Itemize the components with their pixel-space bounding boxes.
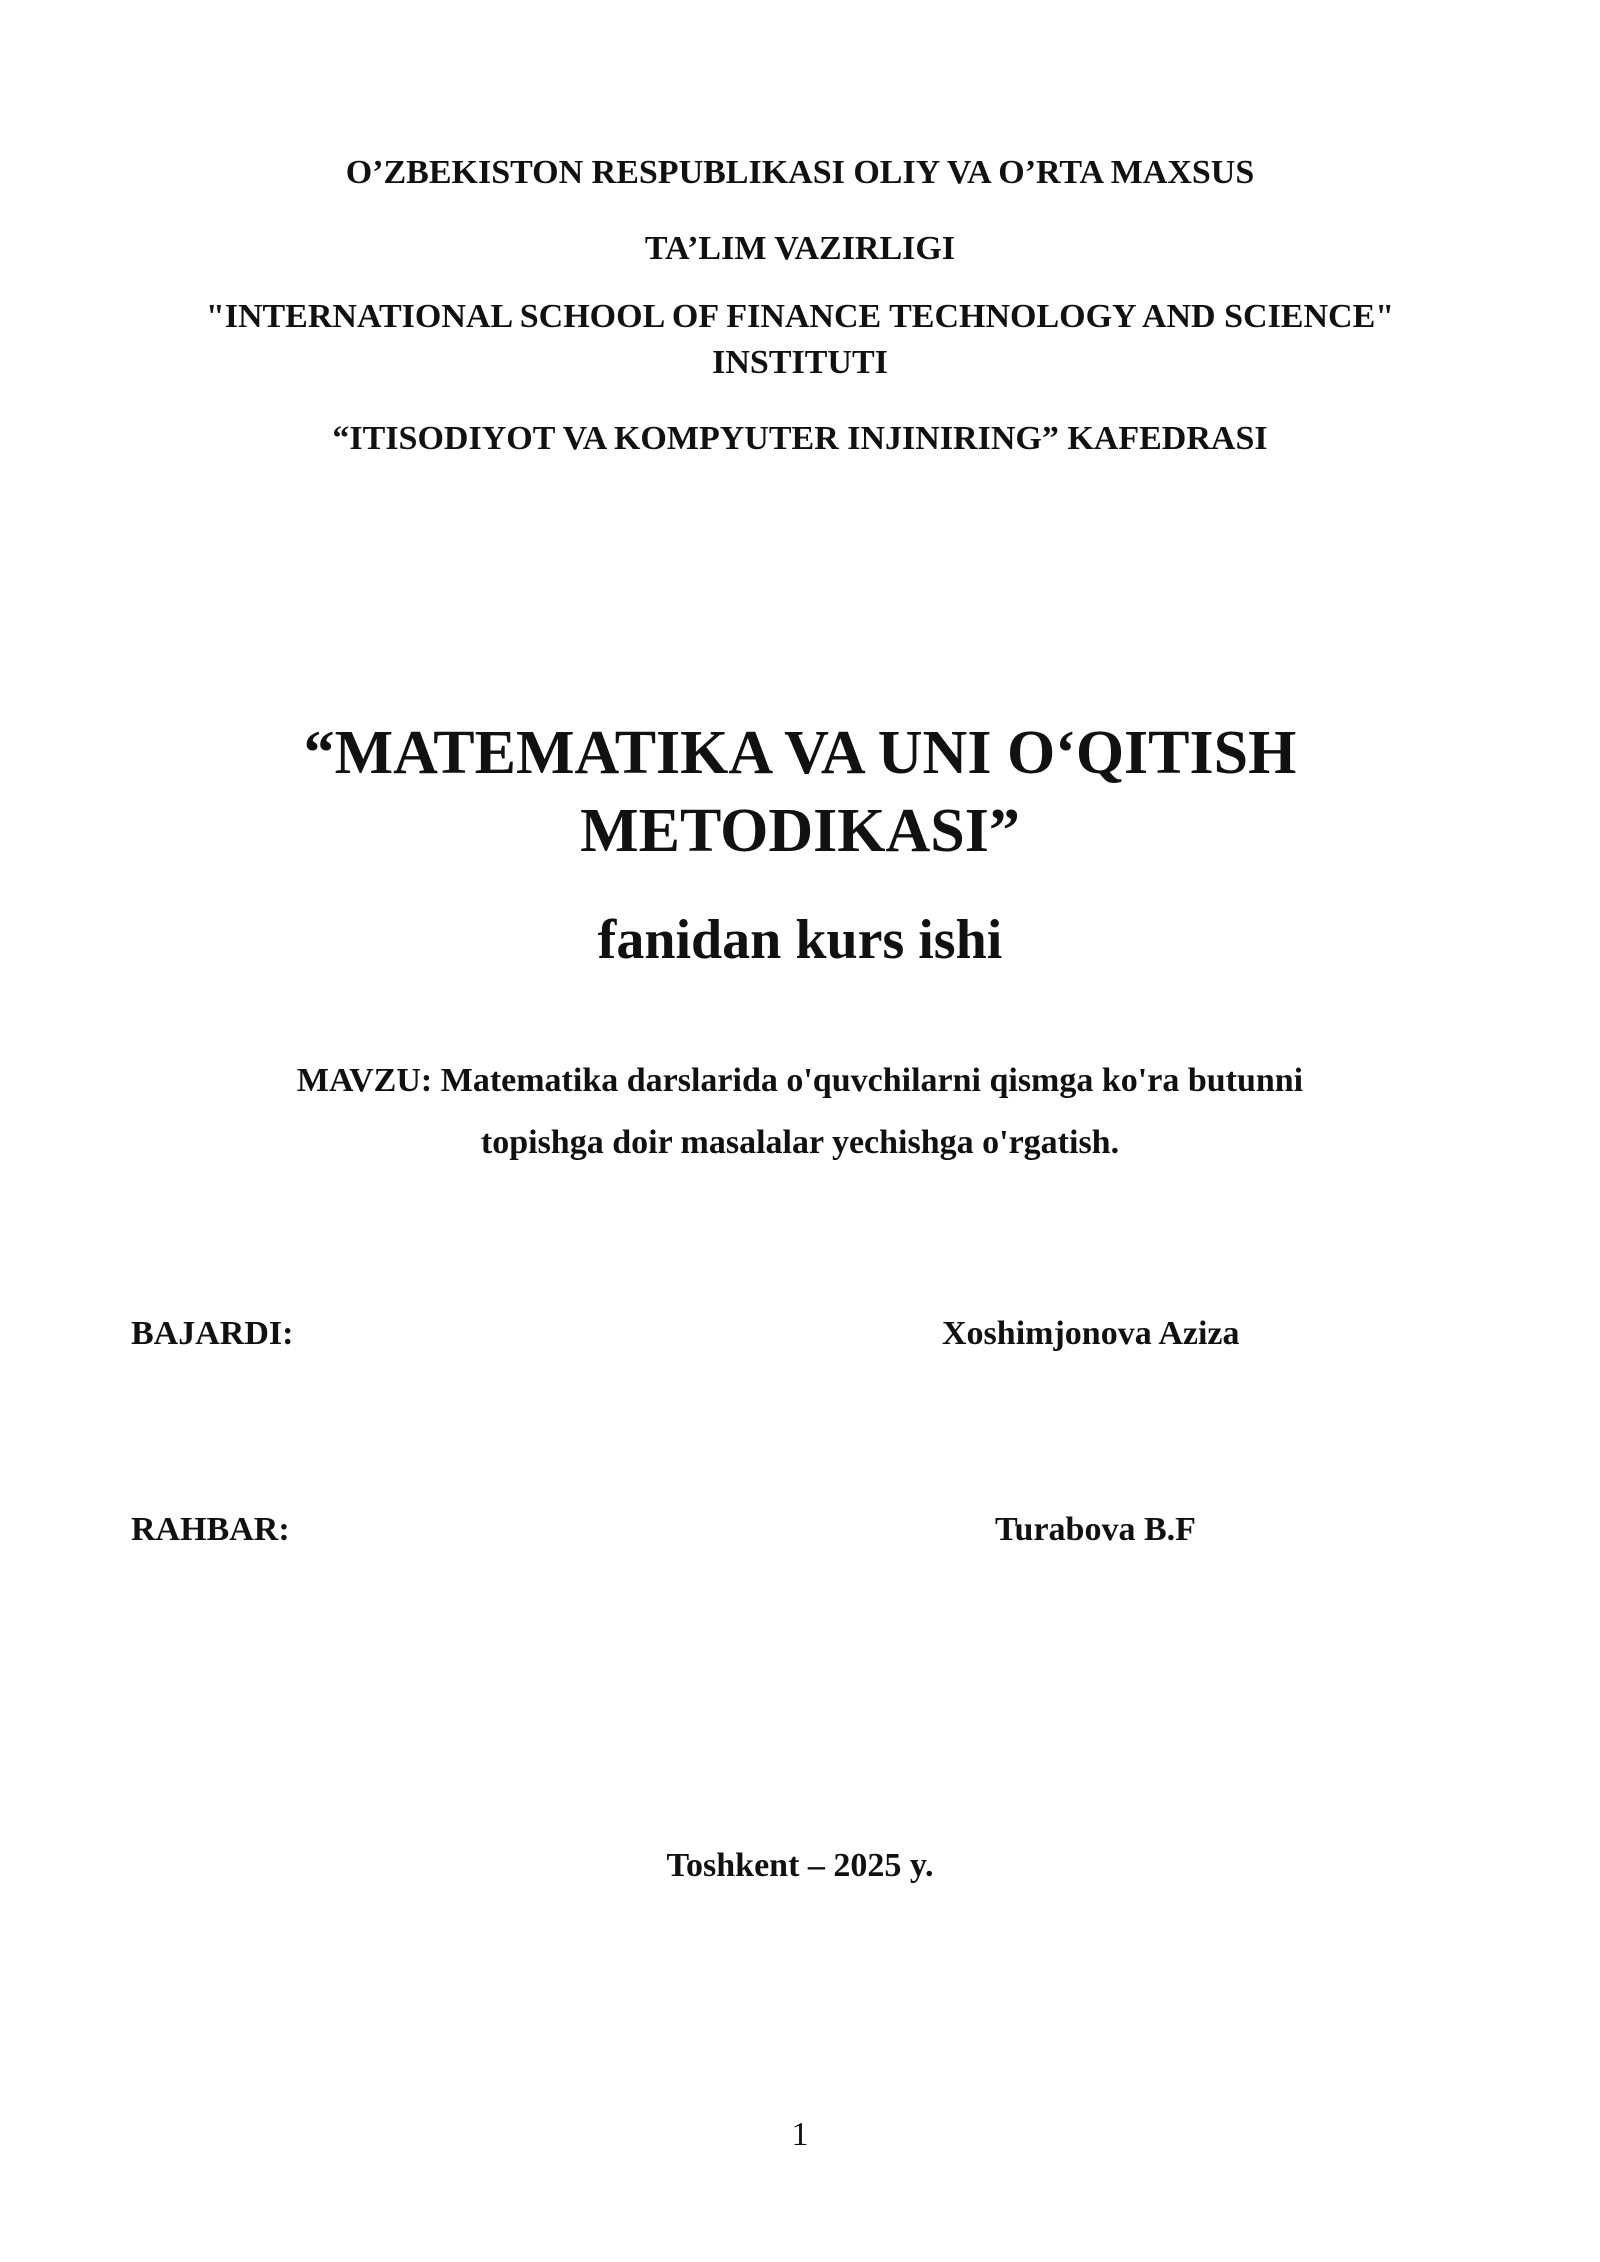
subject-title [0, 714, 1600, 870]
executor-label: BAJARDI: [131, 1315, 294, 1352]
institute-line-1: "INTERNATIONAL SCHOOL OF FINANCE TECHNOLOGY AND SCIENCE" [205, 298, 1395, 335]
institute-line-2: INSTITUTI [712, 344, 888, 381]
institute-name [0, 294, 1600, 386]
topic-line-1: MAVZU: Matematika darslarida o'quvchilarni qismga ko'ra butunni [296, 1062, 1304, 1099]
page-number: 1 [791, 2116, 809, 2153]
executor-name: Xoshimjonova Aziza [942, 1315, 1240, 1352]
subject-title-line-2: METODIKASI” [580, 797, 1020, 865]
subject-title-line-1: “MATEMATIKA VA UNI O‘QITISH [303, 719, 1297, 787]
topic [240, 1050, 1360, 1174]
topic-line-2: topishga doir masalalar yechishga o'rgatish. [480, 1124, 1120, 1161]
ministry-line-2: TA’LIM VAZIRLIGI [644, 230, 956, 267]
work-type: fanidan kurs ishi [597, 909, 1003, 971]
supervisor-label: RAHBAR: [131, 1511, 290, 1548]
city-year: Toshkent – 2025 y. [666, 1847, 934, 1884]
ministry-line-1: O’ZBEKISTON RESPUBLIKASI OLIY VA O’RTA MAXSUS [345, 154, 1255, 191]
department-name: “ITISODIYOT VA KOMPYUTER INJINIRING” KAFEDRASI [332, 420, 1268, 457]
supervisor-name: Turabova B.F [995, 1511, 1196, 1548]
